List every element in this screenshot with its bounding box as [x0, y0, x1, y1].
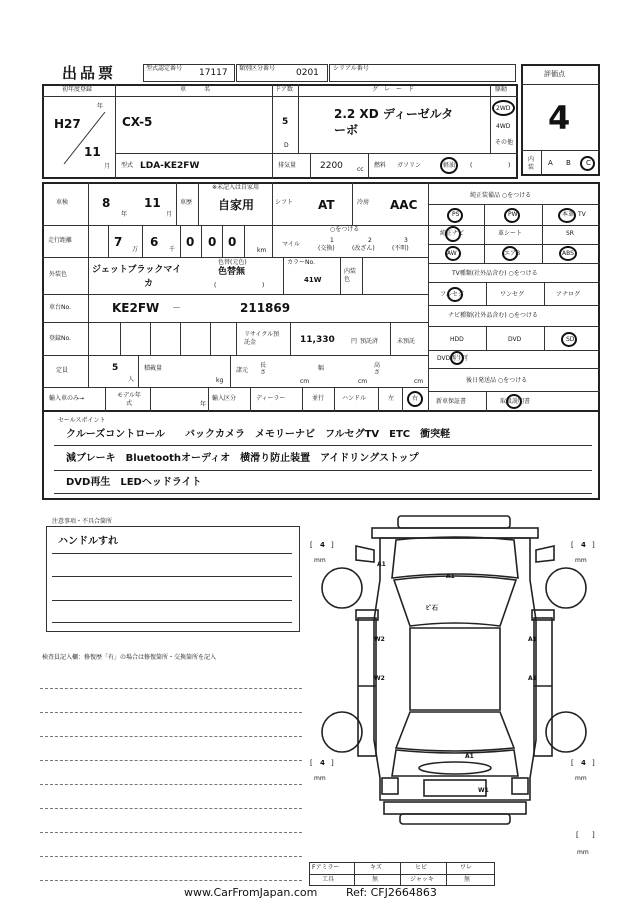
- label-left-front-door: W2: [374, 636, 385, 643]
- tread-fl-mm: mm: [314, 557, 326, 564]
- color-paren-close: ): [262, 282, 265, 289]
- int-color-label: 内装色: [344, 268, 357, 283]
- tv-fullseg: フルセグ: [440, 291, 464, 298]
- color-line2: カ: [144, 279, 154, 289]
- interior-label: 内装: [528, 156, 535, 171]
- label-hood: A1: [446, 573, 455, 580]
- disp-label: 排気量: [278, 162, 297, 169]
- navi-hdd: HDD: [450, 336, 464, 343]
- load-unit: kg: [216, 377, 224, 384]
- navi-dvd: DVD: [508, 336, 522, 343]
- legend-g: ジャッキ: [410, 876, 434, 883]
- fuel-paren-open: (: [470, 162, 473, 169]
- recycle-unit: 円: [351, 338, 358, 345]
- month-unit: 月: [104, 163, 111, 170]
- meter-3: (不明): [392, 245, 409, 252]
- insp-month: 11: [144, 196, 161, 210]
- tread-rl-open: [: [310, 759, 313, 767]
- drive-label: 駆動: [495, 86, 508, 93]
- navi-circle: [445, 226, 461, 242]
- wid-cm: cm: [358, 378, 368, 385]
- dealer: ディーラー: [256, 395, 286, 402]
- mileage-unit-man: 万: [132, 246, 139, 253]
- wid-label: 幅: [318, 365, 325, 372]
- ac-value: AAC: [390, 198, 418, 212]
- handle-left: 左: [388, 395, 395, 402]
- page-title: 出品票: [62, 64, 117, 82]
- score-label: 評価点: [544, 70, 565, 78]
- insp-month-unit: 月: [166, 211, 173, 218]
- legend-f: 無: [372, 876, 379, 883]
- doors-value: 5: [282, 117, 289, 127]
- model-year-unit: 年: [200, 401, 207, 408]
- cap-value: 5: [112, 363, 119, 373]
- category-label: 類別区分番号: [239, 65, 276, 72]
- mileage-digit-5: 0: [228, 235, 237, 249]
- drive-2wd-circle: [492, 100, 515, 116]
- reg-label: 登録No.: [49, 335, 71, 342]
- interior-a: A: [548, 159, 553, 167]
- first-reg-label: 初年度登録: [62, 86, 93, 93]
- label-right-front-door: A1: [528, 636, 537, 643]
- ps-circle: [447, 208, 463, 223]
- tv-title: TV種類(社外品含む) ○をつける: [452, 270, 538, 277]
- selling-line1: クルーズコントロール バックカメラ メモリーナビ フルセグTV ETC 衝突軽: [66, 429, 451, 440]
- legend-h: 無: [464, 876, 471, 883]
- label-right-rear-door: A1: [528, 675, 537, 682]
- legend-e: 工具: [322, 876, 335, 883]
- color-change: 色替無: [218, 267, 246, 277]
- equip-tv: TV: [578, 211, 586, 218]
- mileage-unit-sen: 千: [169, 246, 176, 253]
- meter-note: ○をつける: [330, 226, 360, 233]
- score-value: 4: [548, 99, 571, 137]
- mileage-digit-2: 6: [150, 235, 159, 249]
- fullseg-circle: [447, 287, 463, 302]
- equip-genuine-navi: 純正ナビ: [440, 230, 465, 237]
- footer-site[interactable]: www.CarFromJapan.com: [184, 886, 318, 899]
- car-name: CX-5: [122, 115, 153, 129]
- mileage-km: km: [257, 247, 267, 254]
- label-trunk: A1: [465, 753, 474, 760]
- shift-label: シフト: [275, 199, 294, 206]
- shift-value: AT: [318, 198, 335, 212]
- model-cert-no: 17117: [199, 68, 228, 78]
- import-type-label: 輸入区分: [212, 395, 237, 402]
- meter-n1: 1: [330, 237, 334, 244]
- equip-main-seat: 革シート: [498, 230, 523, 237]
- label-left-rear-door: W2: [374, 675, 385, 682]
- mileage-digit-3: 0: [186, 235, 195, 249]
- color-label: 外装色: [49, 271, 68, 278]
- equip-leather: 本革: [562, 211, 575, 218]
- equip-sr: SR: [566, 230, 574, 237]
- legend-a: Fアミラー: [312, 864, 340, 871]
- interior-c: C: [586, 159, 591, 167]
- import-label: 輸入車のみ→: [49, 395, 85, 402]
- model-label: 型式: [121, 162, 134, 169]
- label-windshield: ﾋﾞ石: [426, 605, 439, 612]
- color-line1: ジェットブラックマイ: [92, 265, 182, 275]
- first-reg-month: 11: [84, 145, 101, 159]
- mileage-digit-4: 0: [208, 235, 217, 249]
- selling-line3: DVD再生 LEDヘッドライト: [66, 477, 202, 488]
- tread-rr-mm: mm: [575, 775, 587, 782]
- chassis-label: 車台No.: [49, 304, 71, 311]
- mileage-label: 走行距離: [48, 237, 73, 244]
- load-label: 積載量: [144, 365, 163, 372]
- tread-fr-open: [: [571, 541, 574, 549]
- meter-n3: 3: [404, 237, 408, 244]
- hgt-label: 高さ: [374, 362, 381, 376]
- equip-airbag: エアB: [504, 250, 521, 257]
- tread-fr: 4: [581, 541, 586, 549]
- doors-label: ドア数: [275, 86, 293, 93]
- len-cm: cm: [300, 378, 310, 385]
- handle-right: 右: [412, 395, 419, 402]
- genuine-title: 純正装備品 ○をつける: [470, 192, 532, 199]
- car-name-label: 車名: [180, 86, 229, 93]
- len-label: 長さ: [260, 362, 267, 376]
- manual: 取扱説明書: [500, 398, 531, 405]
- tread-rr-open: [: [571, 759, 574, 767]
- tread-rr: 4: [581, 759, 586, 767]
- drive-other: その他: [495, 139, 514, 146]
- cap-unit: 人: [128, 376, 135, 383]
- meter-label: マイル: [282, 241, 300, 248]
- fuel-paren-close: ): [508, 162, 511, 169]
- navi-sd: SD: [566, 336, 575, 343]
- ac-label: 冷房: [357, 199, 370, 206]
- equip-aw: AW: [447, 250, 457, 257]
- category-no: 0201: [296, 68, 319, 78]
- car-diagram: [300, 510, 610, 840]
- manual-circle: [506, 394, 522, 409]
- recycle-label: リサイクル預託金: [244, 331, 280, 346]
- legend-c: ヒビ: [415, 864, 428, 871]
- sd-circle: [561, 332, 577, 347]
- dims-label: 諸元: [236, 367, 249, 374]
- inspection-label: 車検: [56, 199, 69, 206]
- year-slash: [60, 108, 110, 168]
- model-year-label: モデル年式: [117, 392, 141, 407]
- dvd-play-circle: [450, 351, 464, 365]
- hgt-cm: cm: [414, 378, 424, 385]
- inspector-label: 検査員記入欄：修復歴「有」の場合は修復箇所・交換箇所を記入: [42, 654, 217, 661]
- new-warranty: 新車保証書: [436, 398, 467, 405]
- tv-analog: アナログ: [556, 291, 581, 298]
- equip-pw: PW: [508, 211, 518, 218]
- recycle-value: 11,330: [300, 335, 335, 345]
- grade-line2: ーボ: [334, 123, 359, 137]
- disp-unit: cc: [357, 166, 364, 173]
- equip-abs: ABS: [562, 250, 574, 257]
- label-front-left-fender: A1: [377, 561, 386, 568]
- tread-rr-close: ]: [592, 759, 595, 767]
- navi-title: ナビ種類(社外品含む) ○をつける: [448, 312, 538, 319]
- meter-n2: 2: [368, 237, 372, 244]
- recycle-unpaid: 未預託: [397, 338, 416, 345]
- notes-line1: ハンドルすれ: [58, 536, 118, 547]
- tread-spare-mm: mm: [577, 849, 589, 856]
- disp-value: 2200: [320, 161, 343, 171]
- parallel: 並行: [312, 395, 325, 402]
- meter-2: (改ざん): [352, 245, 375, 252]
- airbag-circle: [502, 246, 521, 261]
- pw-circle: [504, 208, 520, 223]
- handle-right-circle: [407, 391, 423, 407]
- fuel-diesel: 軽油: [443, 162, 456, 169]
- interior-c-circle: [580, 156, 595, 171]
- recycle-paid: 預託済: [360, 338, 379, 345]
- legend-b: キズ: [370, 864, 382, 871]
- notes-label: 注意事項・不具合箇所: [52, 518, 113, 525]
- insp-year: 8: [102, 196, 111, 210]
- abs-circle: [559, 246, 577, 261]
- history-value: 自家用: [218, 198, 255, 212]
- tv-oneseg: ワンセグ: [500, 291, 525, 298]
- tread-spare-close: ]: [592, 831, 595, 839]
- footer-ref: Ref: CFJ2664863: [346, 886, 437, 899]
- color-no: 41W: [304, 276, 322, 284]
- tread-fr-close: ]: [592, 541, 595, 549]
- first-reg-year: H27: [54, 117, 81, 131]
- fuel-label: 燃料: [374, 162, 387, 169]
- leather-circle: [558, 208, 576, 223]
- year-unit: 年: [97, 103, 104, 110]
- handle-label: ハンドル: [342, 395, 367, 402]
- after-title: 後日発送品 ○をつける: [466, 377, 528, 384]
- mileage-digit-1: 7: [114, 235, 123, 249]
- history-note: ※未記入は自家用: [212, 184, 260, 191]
- model-cert-label: 型式認定番号: [146, 65, 183, 72]
- tread-fl-open: [: [310, 541, 313, 549]
- grade-line1: 2.2 XD ディーゼルタ: [334, 107, 454, 121]
- model-value: LDA-KE2FW: [140, 161, 200, 171]
- selling-label: セールスポイント: [58, 417, 106, 424]
- equip-ps: PS: [452, 211, 460, 218]
- drive-4wd: 4WD: [496, 123, 511, 130]
- aw-circle: [445, 246, 461, 261]
- fuel-diesel-circle: [440, 157, 458, 174]
- cap-label: 定員: [56, 367, 69, 374]
- serial-label: シリアル番号: [333, 65, 369, 72]
- orig-color-label: 色替(元色): [218, 259, 247, 266]
- chassis-dash: －: [172, 304, 182, 314]
- grade-label: グレード: [372, 86, 421, 93]
- tread-rl-mm: mm: [314, 775, 326, 782]
- legend-d: ワレ: [460, 864, 473, 871]
- history-label: 車歴: [180, 199, 193, 206]
- drive-2wd: 2WD: [496, 105, 511, 112]
- tread-fl-close: ]: [331, 541, 334, 549]
- fuel-gas: ガソリン: [397, 162, 422, 169]
- label-rear-bumper: W1: [478, 787, 489, 794]
- chassis-no: 211869: [240, 301, 291, 315]
- insp-year-unit: 年: [121, 211, 128, 218]
- selling-line2: 減ブレーキ Bluetoothオーディオ 横滑り防止装置 アイドリングストップ: [66, 453, 419, 464]
- color-paren-open: (: [214, 282, 217, 289]
- color-no-label: カラーNo.: [287, 259, 315, 266]
- tread-rl-close: ]: [331, 759, 334, 767]
- interior-b: B: [566, 159, 571, 167]
- meter-1: (交換): [318, 245, 335, 252]
- tread-fr-mm: mm: [575, 557, 587, 564]
- tread-fl: 4: [320, 541, 325, 549]
- door-suffix: D: [284, 142, 289, 149]
- dvd-play: DVD再生可: [437, 355, 469, 362]
- chassis-prefix: KE2FW: [112, 301, 160, 315]
- tread-spare-open: [: [576, 831, 579, 839]
- tread-rl: 4: [320, 759, 325, 767]
